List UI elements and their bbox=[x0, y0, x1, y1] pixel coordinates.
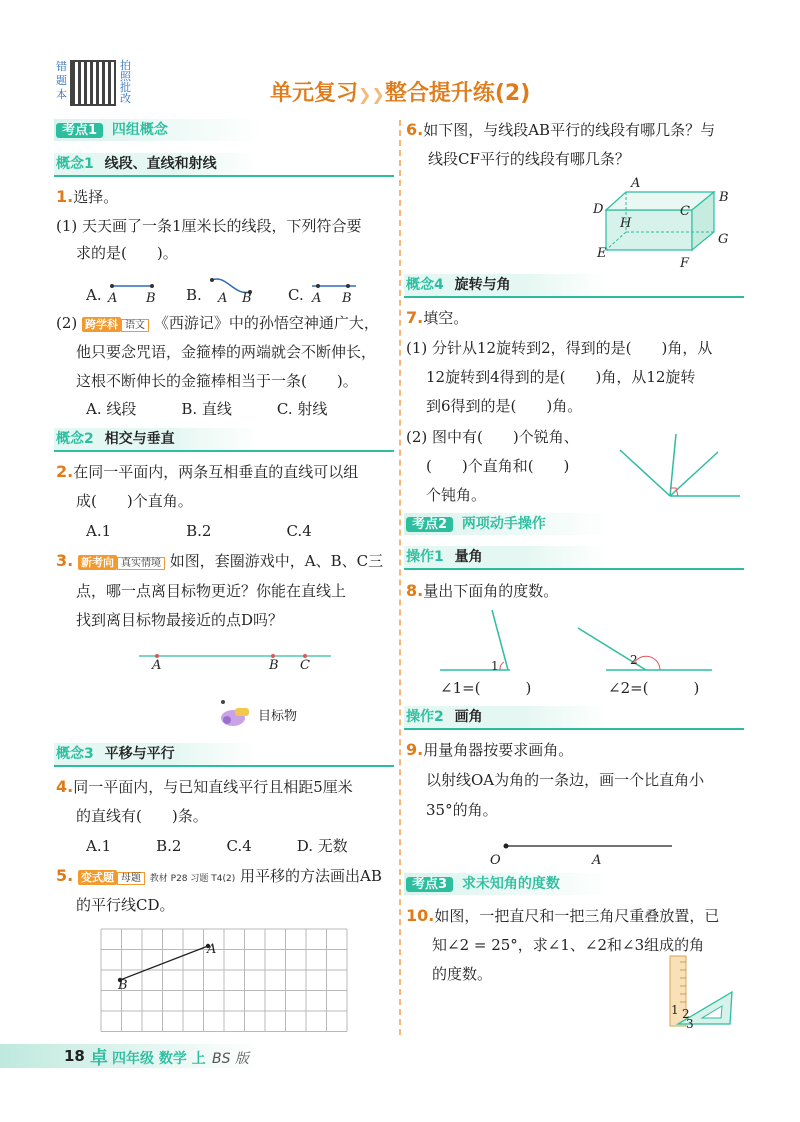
q6-line1-text: 如下图，与线段AB平行的线段有哪几条？与 bbox=[423, 121, 716, 139]
q8-angle2-arc bbox=[634, 656, 660, 670]
q1-option-a-pt-a: A bbox=[108, 291, 118, 306]
q5-number: 5. bbox=[56, 866, 74, 885]
q1-option-a-label[interactable]: A. bbox=[86, 286, 102, 304]
q10-mark-1: 1 bbox=[671, 1003, 679, 1017]
gn2-box: 概念2 bbox=[56, 431, 94, 447]
q1-option-a-pt-b: B bbox=[146, 291, 156, 306]
q2-number: 2. bbox=[56, 462, 74, 481]
q10-line1 bbox=[406, 906, 719, 926]
q2-options[interactable]: A.1 B.2 C.4 bbox=[86, 522, 312, 540]
q2-line1 bbox=[56, 462, 358, 482]
q5-line1 bbox=[56, 866, 382, 889]
option-c-dot-a bbox=[316, 284, 320, 288]
q7-p2-line2: ( )个直角和( ) bbox=[426, 457, 570, 475]
q2-line1-text: 在同一平面内，两条互相垂直的直线可以组 bbox=[73, 463, 359, 481]
q6-label-e: E bbox=[597, 246, 607, 261]
q5-line2: 的平行线CD。 bbox=[76, 896, 175, 914]
q1-option-b-pt-b: B bbox=[242, 291, 252, 306]
q1-p1-line1: (1) 天天画了一条1厘米长的线段，下列符合要 bbox=[56, 217, 362, 235]
q3-tag: 新考向 bbox=[78, 555, 117, 570]
gn4-heading bbox=[406, 274, 511, 296]
q3-line1-text: 如图，套圈游戏中，A、B、C三 bbox=[169, 552, 384, 570]
footer-page-number: 18 bbox=[64, 1047, 85, 1065]
q5-pt-b: B bbox=[118, 978, 128, 993]
q8-stem-text: 量出下面角的度数。 bbox=[423, 582, 559, 600]
q3-line3: 找到离目标物最接近的点D吗？ bbox=[76, 611, 284, 629]
q1-stem-text: 选择。 bbox=[73, 188, 119, 206]
qr-label-right: 拍照批改 bbox=[120, 59, 131, 105]
q3-line1 bbox=[56, 551, 383, 574]
q5-pt-a: A bbox=[207, 942, 217, 957]
gn1-heading bbox=[56, 153, 217, 175]
q8-angle1-mark: 1 bbox=[491, 659, 499, 673]
q5-subtag: 母题 bbox=[117, 872, 145, 885]
q3-target-label: 目标物 bbox=[258, 709, 298, 724]
q4-line1-text: 同一平面内，与已知直线平行且相距5厘米 bbox=[73, 778, 353, 796]
option-a-dot-a bbox=[110, 284, 114, 288]
q7-stem bbox=[406, 308, 468, 328]
gn3-heading bbox=[56, 743, 175, 765]
kaodian2-label: 两项动手操作 bbox=[461, 516, 546, 532]
q9-number: 9. bbox=[406, 740, 424, 759]
q4-options[interactable]: A.1 B.2 C.4 D. 无数 bbox=[86, 837, 348, 855]
title-part2: 整合提升练(2) bbox=[384, 81, 531, 106]
cz1-label: 量角 bbox=[454, 549, 483, 565]
q9-line2: 35°的角。 bbox=[426, 801, 498, 819]
q5-grid[interactable] bbox=[100, 928, 350, 1034]
q1-p2-tag: 跨学科 bbox=[82, 317, 121, 332]
q1-p2-subtag: 语文 bbox=[121, 319, 149, 332]
kaodian1-heading bbox=[56, 119, 168, 141]
q1-option-b-pt-a: A bbox=[218, 291, 228, 306]
gn1-box: 概念1 bbox=[56, 156, 94, 172]
title-part1: 单元复习 bbox=[270, 81, 359, 106]
q1-option-c-pt-b: B bbox=[342, 291, 352, 306]
column-divider bbox=[399, 120, 401, 1035]
q6-label-b: B bbox=[719, 190, 729, 205]
q6-label-a: A bbox=[631, 176, 641, 191]
footer-brand: 卓 bbox=[90, 1048, 108, 1069]
q10-number: 10. bbox=[406, 906, 435, 925]
q10-line2: 知∠2 = 25°，求∠1、∠2和∠3组成的角 bbox=[432, 936, 705, 954]
q1-p1-line2: 求的是( )。 bbox=[76, 244, 178, 262]
q7-p2-line3: 个钝角。 bbox=[426, 486, 487, 504]
q3-pt-c: C bbox=[300, 658, 310, 673]
q6-cuboid bbox=[596, 188, 729, 260]
gn4-label: 旋转与角 bbox=[454, 277, 511, 293]
q10-line1-text: 如图，一把直尺和一把三角尺重叠放置，已 bbox=[434, 907, 720, 925]
q6-label-g: G bbox=[718, 232, 729, 247]
q5-ref: 教材 P28 习题 T4(2) bbox=[149, 874, 236, 884]
q6-line1 bbox=[406, 120, 715, 140]
footer-book: 四年级 数学 上 bbox=[112, 1051, 206, 1067]
gn4-box: 概念4 bbox=[406, 277, 444, 293]
qr-code[interactable] bbox=[70, 60, 116, 106]
q7-stem-text: 填空。 bbox=[423, 309, 469, 327]
q1-stem bbox=[56, 187, 118, 207]
option-b-dot-a bbox=[210, 278, 214, 282]
q8-angle2-mark: 2 bbox=[630, 653, 638, 667]
q8-angle1-figure bbox=[440, 608, 520, 676]
q10-mark-3: 3 bbox=[686, 1017, 694, 1031]
q1-p2-options[interactable]: A. 线段 B. 直线 C. 射线 bbox=[86, 400, 328, 418]
q8-angle1-label[interactable]: ∠1=( ) bbox=[440, 679, 532, 697]
q4-line1 bbox=[56, 777, 353, 797]
q1-p2-line1 bbox=[56, 313, 379, 336]
qr-label-left: 错题本 bbox=[56, 60, 67, 101]
q6-label-h: H bbox=[620, 216, 632, 231]
kaodian1-label: 四组概念 bbox=[111, 122, 168, 138]
q1-p2-line2: 他只要念咒语，金箍棒的两端就会不断伸长， bbox=[76, 343, 377, 361]
kaodian3-label: 求未知角的度数 bbox=[461, 876, 560, 892]
cz1-box: 操作1 bbox=[406, 549, 444, 565]
q3-number: 3. bbox=[56, 551, 74, 570]
q8-angle2-label[interactable]: ∠2=( ) bbox=[608, 679, 700, 697]
q1-p2-line1-text: 《西游记》中的孙悟空神通广大， bbox=[153, 314, 379, 332]
q3-pt-a: A bbox=[152, 658, 162, 673]
q7-ray-1 bbox=[620, 450, 670, 496]
q5-segment-ab bbox=[120, 946, 208, 980]
option-a-dot-b bbox=[150, 284, 154, 288]
q3-line2: 点，哪一点离目标物更近？你能在直线上 bbox=[76, 582, 347, 600]
q6-line2: 线段CF平行的线段有哪几条？ bbox=[428, 150, 630, 168]
q1-option-b-label[interactable]: B. bbox=[186, 286, 202, 304]
qr-block[interactable] bbox=[56, 60, 136, 106]
q6-label-c: C bbox=[680, 204, 690, 219]
q1-p2-prefix: (2) bbox=[56, 314, 78, 332]
q6-label-f: F bbox=[680, 256, 690, 271]
q9-pt-a: A bbox=[592, 853, 602, 868]
page-title bbox=[270, 76, 530, 107]
q3-pt-b: B bbox=[269, 658, 279, 673]
q1-option-c-label[interactable]: C. bbox=[288, 286, 304, 304]
q9-stem-text: 用量角器按要求画角。 bbox=[423, 741, 574, 759]
q1-number: 1. bbox=[56, 187, 74, 206]
q1-option-c-pt-a: A bbox=[312, 291, 322, 306]
q10-mark-2: 2 bbox=[682, 1007, 690, 1021]
q7-p1-line2: 12旋转到4得到的是( )角，从12旋转 bbox=[426, 368, 696, 386]
cz2-box: 操作2 bbox=[406, 709, 444, 725]
q8-number: 8. bbox=[406, 581, 424, 600]
q7-p1-line1: (1) 分针从12旋转到2，得到的是( )角，从 bbox=[406, 339, 713, 357]
kaodian3-box: 考点3 bbox=[406, 877, 453, 892]
q9-dot-o bbox=[504, 844, 509, 849]
q9-line1: 以射线OA为角的一条边，画一个比直角小 bbox=[426, 771, 705, 789]
gn2-label: 相交与垂直 bbox=[104, 431, 175, 447]
q1-option-b-figure bbox=[204, 274, 264, 304]
q9-pt-o: O bbox=[490, 853, 501, 868]
gn3-box: 概念3 bbox=[56, 746, 94, 762]
q9-stem bbox=[406, 740, 573, 760]
gn1-label: 线段、直线和射线 bbox=[104, 156, 217, 172]
q8-angle2-figure bbox=[576, 626, 716, 676]
target-toy-icon bbox=[217, 698, 253, 732]
cz1-heading bbox=[406, 546, 483, 568]
q8-angle1-arc bbox=[500, 662, 504, 670]
q7-ray-3 bbox=[670, 452, 718, 496]
kaodian2-heading bbox=[406, 513, 546, 535]
gn2-heading bbox=[56, 428, 175, 450]
q7-angles-figure bbox=[614, 430, 744, 506]
q6-number: 6. bbox=[406, 120, 424, 139]
q3-subtag: 真实情境 bbox=[117, 557, 165, 570]
q2-line2: 成( )个直角。 bbox=[76, 492, 193, 510]
q4-number: 4. bbox=[56, 777, 74, 796]
q5-line1-text: 用平移的方法画出AB bbox=[240, 867, 382, 885]
q10-line3: 的度数。 bbox=[432, 965, 493, 983]
q5-tag: 变式题 bbox=[78, 870, 117, 885]
gn3-label: 平移与平行 bbox=[104, 746, 175, 762]
q4-line2: 的直线有( )条。 bbox=[76, 807, 208, 825]
q7-p2-line1: (2) 图中有( )个锐角、 bbox=[406, 428, 579, 446]
kaodian2-box: 考点2 bbox=[406, 517, 453, 532]
kaodian3-heading bbox=[406, 873, 560, 895]
kaodian1-box: 考点1 bbox=[56, 123, 103, 138]
q7-ray-2 bbox=[670, 434, 676, 496]
chevron-right-icon: ❯❯ bbox=[358, 85, 385, 104]
q9-ray[interactable] bbox=[498, 840, 678, 852]
footer-edition: BS 版 bbox=[212, 1051, 249, 1067]
option-c-dot-b bbox=[346, 284, 350, 288]
q6-label-d: D bbox=[593, 202, 604, 217]
q7-p1-line3: 到6得到的是( )角。 bbox=[426, 397, 583, 415]
q7-number: 7. bbox=[406, 308, 424, 327]
cz2-label: 画角 bbox=[454, 709, 483, 725]
q8-stem bbox=[406, 581, 558, 601]
cz2-heading bbox=[406, 706, 483, 728]
q1-p2-line3: 这根不断伸长的金箍棒相当于一条( )。 bbox=[76, 372, 358, 390]
